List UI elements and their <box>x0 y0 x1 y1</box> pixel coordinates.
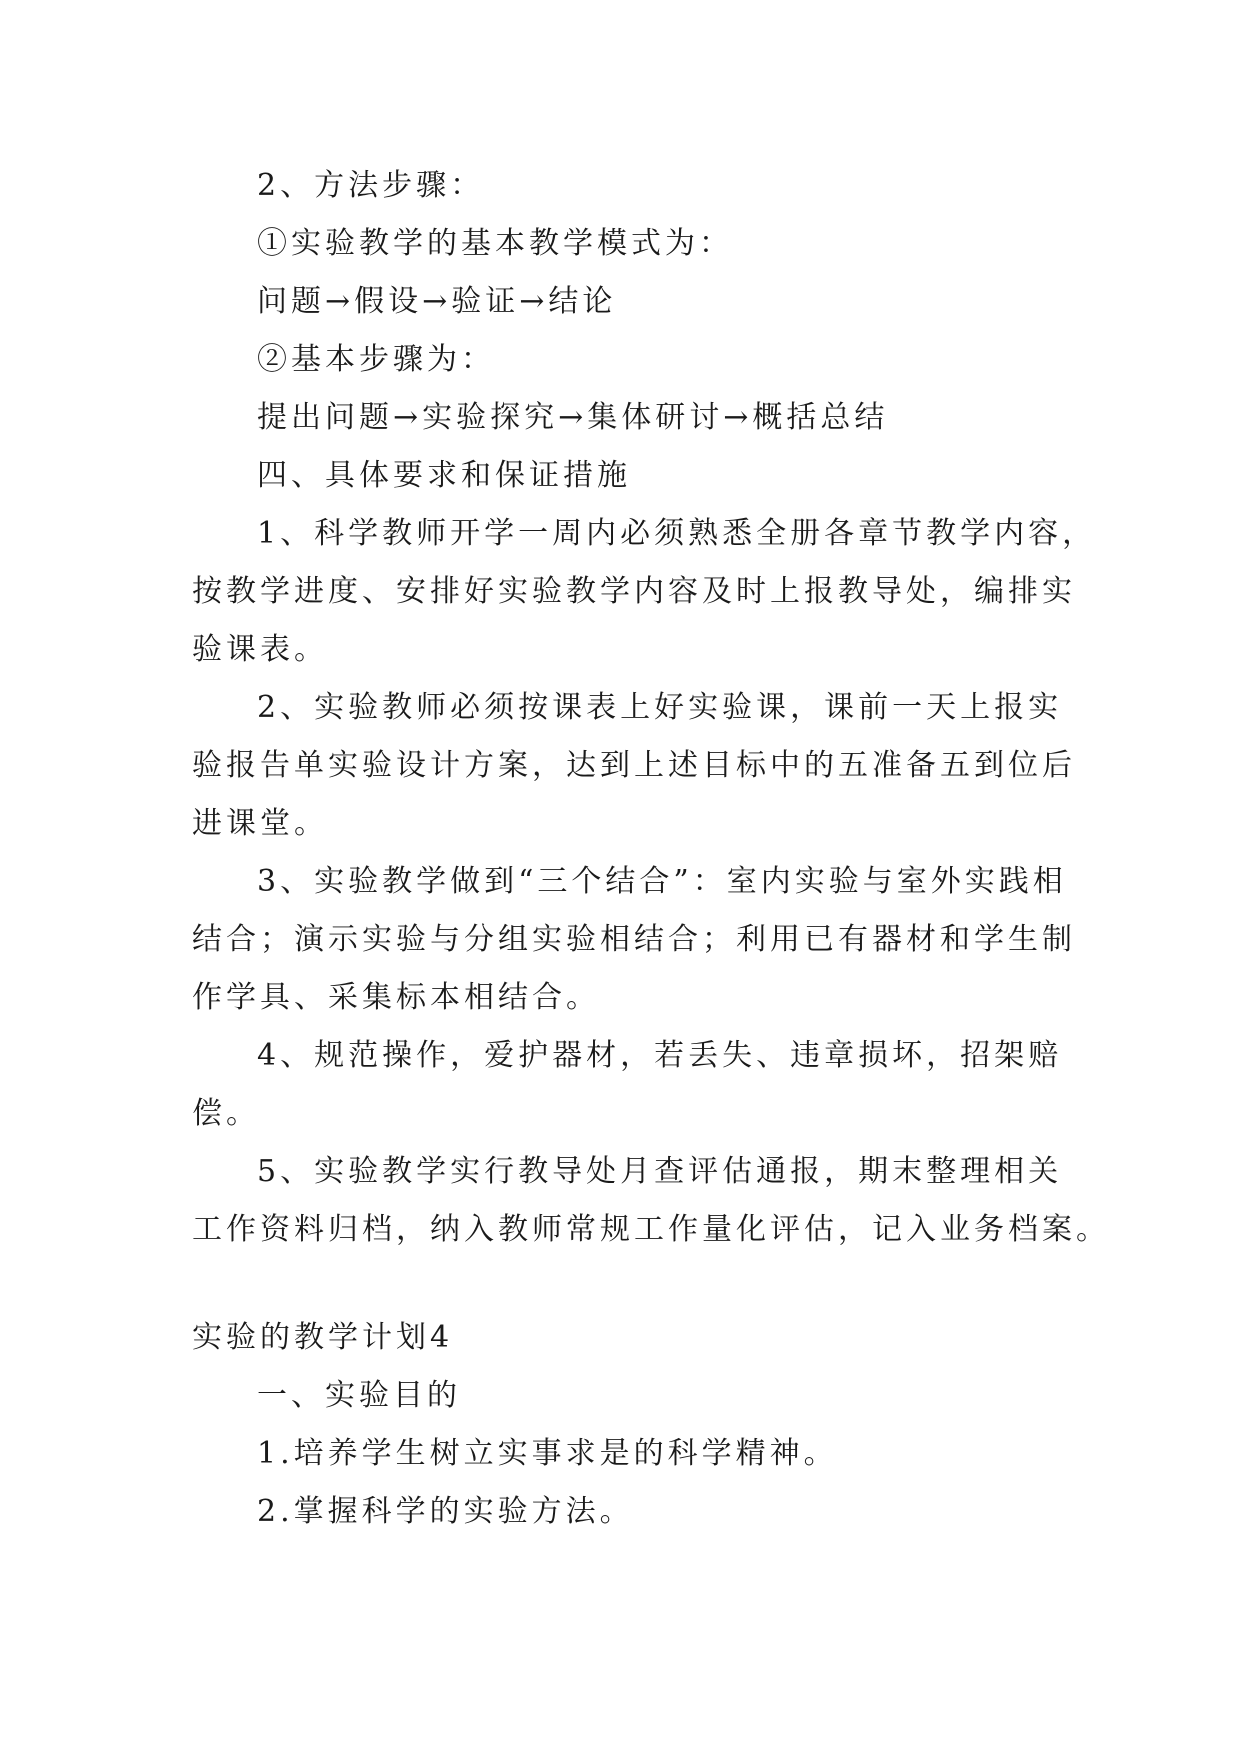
list-item: 1.培养学生树立实事求是的科学精神。 <box>257 1436 838 1471</box>
paragraph-line: 4、规范操作，爱护器材，若丢失、违章损坏，招架赔 <box>257 1038 1063 1073</box>
section-heading-purpose: 一、实验目的 <box>257 1378 461 1413</box>
paragraph-line: 5、实验教学实行教导处月查评估通报，期末整理相关 <box>257 1154 1063 1189</box>
mode-heading: ①实验教学的基本教学模式为： <box>257 226 733 261</box>
paragraph-line: 结合；演示实验与分组实验相结合；利用已有器材和学生制 <box>192 922 1076 957</box>
document-title: 实验的教学计划4 <box>192 1320 454 1355</box>
paragraph-line: 1、科学教师开学一周内必须熟悉全册各章节教学内容， <box>257 516 1097 551</box>
steps-flow: 提出问题→实验探究→集体研讨→概括总结 <box>257 400 889 435</box>
paragraph-line: 2、实验教师必须按课表上好实验课，课前一天上报实 <box>257 690 1063 725</box>
paragraph-line: 进课堂。 <box>192 806 328 841</box>
steps-heading: ②基本步骤为： <box>257 342 495 377</box>
paragraph-line: 验课表。 <box>192 632 328 667</box>
mode-flow: 问题→假设→验证→结论 <box>257 284 617 319</box>
paragraph-line: 作学具、采集标本相结合。 <box>192 980 600 1015</box>
paragraph-line: 3、实验教学做到“三个结合”：室内实验与室外实践相 <box>257 864 1067 899</box>
list-item: 2.掌握科学的实验方法。 <box>257 1494 634 1529</box>
section-heading-requirements: 四、具体要求和保证措施 <box>257 458 631 493</box>
paragraph-line: 按教学进度、安排好实验教学内容及时上报教导处，编排实 <box>192 574 1076 609</box>
step-heading: 2、方法步骤： <box>257 168 485 203</box>
paragraph-line: 验报告单实验设计方案，达到上述目标中的五准备五到位后 <box>192 748 1076 783</box>
paragraph-line: 工作资料归档，纳入教师常规工作量化评估，记入业务档案。 <box>192 1212 1110 1247</box>
paragraph-line: 偿。 <box>192 1096 260 1131</box>
